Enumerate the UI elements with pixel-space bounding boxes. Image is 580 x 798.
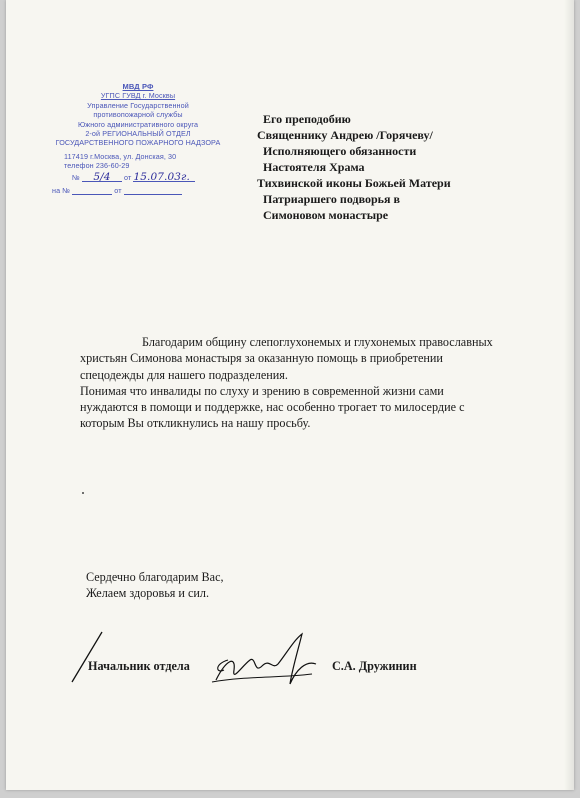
outgoing-date: 15.07.03г. — [133, 171, 190, 184]
body-paragraph: Понимая что инвалиды по слуху и зрению в современной жизни сами нуждаются в помощи и поддержке, нас особенно трогает то милосердие с которым Вы откликнулись на нашу просьбу. — [80, 383, 465, 431]
addressee-block — [257, 111, 451, 223]
stamp-ref-from-label: от — [114, 186, 122, 196]
ink-dot — [82, 492, 84, 494]
signatory-name: С.А. Дружинин — [332, 659, 417, 673]
stamp-no-label: № — [72, 172, 80, 182]
stamp-line: телефон 236-60-29 — [64, 161, 130, 171]
addressee-line: Священнику Андрею /Горячеву/ — [257, 128, 433, 142]
letterhead-stamp — [48, 82, 228, 195]
stamp-line: УГПС ГУВД г. Москвы — [100, 91, 176, 101]
stamp-number-row — [48, 173, 228, 182]
addressee-line: Патриаршего подворья в — [263, 192, 400, 206]
letter-body — [80, 334, 500, 432]
stamp-line: противопожарной службы — [93, 110, 183, 120]
signatory-title: Начальник отдела — [88, 659, 190, 673]
stamp-ref-row — [48, 186, 228, 195]
stamp-from-label: от — [124, 172, 132, 182]
outgoing-number: 5/4 — [93, 171, 111, 184]
stamp-line: Управление Государственной — [87, 100, 189, 110]
closing-line: Сердечно благодарим Вас, — [86, 570, 224, 584]
closing-block — [86, 569, 224, 601]
stamp-line: Южного административного округа — [77, 119, 199, 129]
stamp-line: ГОСУДАРСТВЕННОГО ПОЖАРНОГО НАДЗОРА — [55, 138, 221, 148]
addressee-line: Симоновом монастыре — [263, 208, 389, 222]
stamp-line: 117419 г.Москва, ул. Донская, 30 — [64, 151, 177, 161]
stamp-ref-label: на № — [52, 186, 71, 196]
stamp-no-field — [82, 173, 122, 182]
stamp-line: 2-ой РЕГИОНАЛЬНЫЙ ОТДЕЛ — [85, 129, 191, 139]
stamp-line: МВД РФ — [122, 82, 154, 91]
body-paragraph: Благодарим общину слепоглухонемых и глухонемых православных христьян Симонова монастыря за оказанную помощь в приобретении спецодежды для нашего подразделения. — [80, 335, 493, 382]
stamp-ref-field — [72, 186, 112, 195]
addressee-line: Его преподобию — [263, 112, 351, 126]
letter-page — [6, 0, 574, 790]
addressee-line: Исполняющего обязанности — [263, 144, 417, 158]
stamp-date-field — [133, 173, 195, 182]
closing-line: Желаем здоровья и сил. — [86, 586, 210, 600]
addressee-line: Настоятеля Храма — [263, 160, 365, 174]
stamp-ref-date-field — [124, 186, 182, 195]
addressee-line: Тихвинской иконы Божьей Матери — [257, 176, 451, 190]
